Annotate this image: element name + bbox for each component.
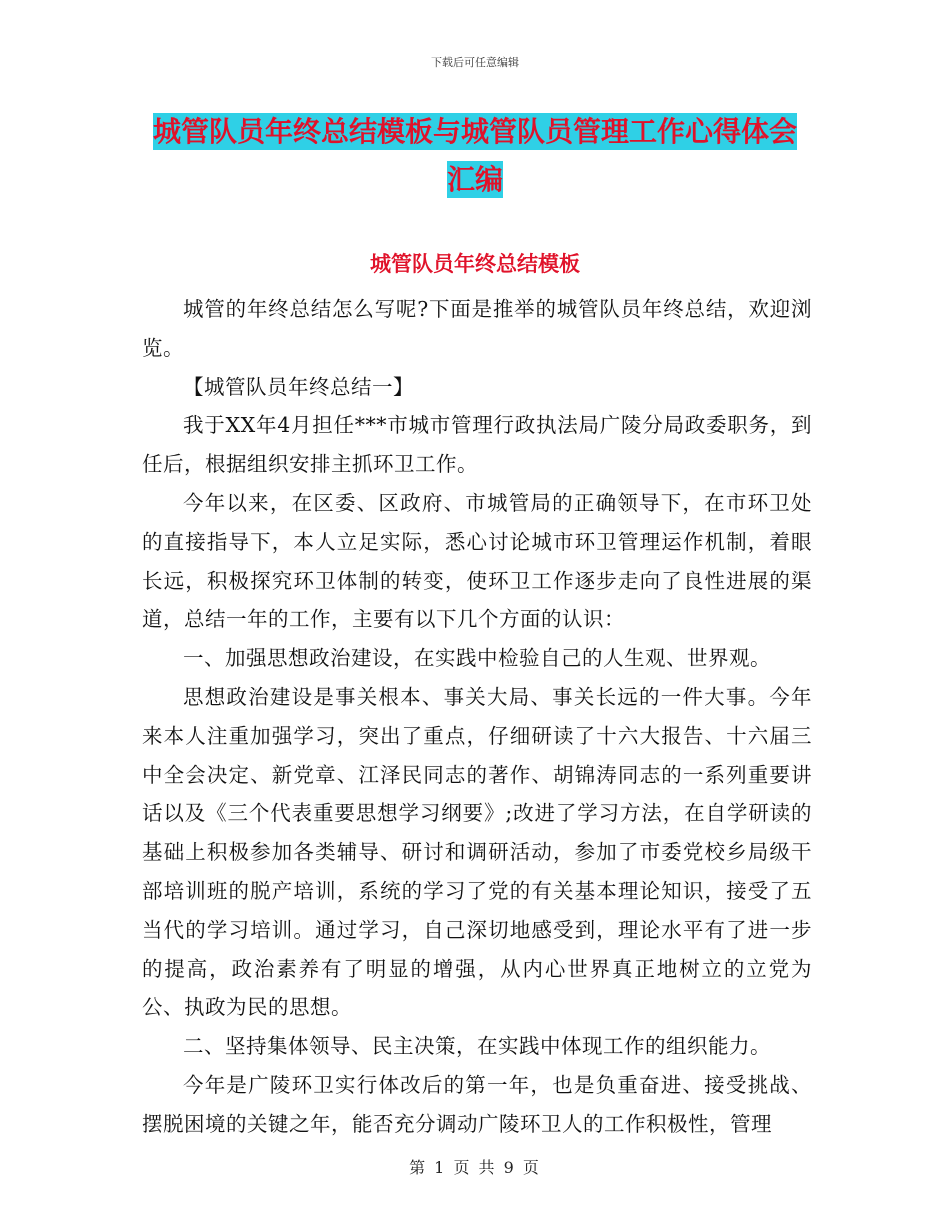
paragraph-heading-summary-one: 【城管队员年终总结一】 [183,374,414,399]
paragraph: 今年是广陵环卫实行体改后的第一年，也是负重奋进、接受挑战、摆脱困境的关键之年，能否充分调动广陵环卫人的工作积极性，管理 [142,1072,812,1136]
document-title-text: 城管队员年终总结模板与城管队员管理工作心得体会汇编 [152,115,797,196]
section-title: 城管队员年终总结模板 [370,252,580,276]
paragraph: 思想政治建设是事关根本、事关大局、事关长远的一件大事。今年来本人注重加强学习，突出了重点，仔细研读了十六大报告、十六届三中全会决定、新党章、江泽民同志的著作、胡锦涛同志的一系列重要讲话以及《三个代表重要思想学习纲要》;改进了学习方法，在自学研读的基础上积极参加各类辅导、研讨和调研活动，参加了市委党校乡局级干部培训班的脱产培训，系统的学习了党的有关基本理论知识，接受了五当代的学习培训。通过学习，自己深切地感受到，理论水平有了进一步的提高，政治素养有了明显的增强，从内心世界真正地树立的立党为公、执政为民的思想。 [142,684,812,1020]
paragraph: 我于XX年4月担任***市城市管理行政执法局广陵分局政委职务，到任后，根据组织安排主抓环卫工作。 [142,413,812,477]
paragraph-intro: 城管的年终总结怎么写呢?下面是推举的城管队员年终总结，欢迎浏览。 [142,297,812,360]
paragraph: 今年以来，在区委、区政府、市城管局的正确领导下，在市环卫处的直接指导下，本人立足实际，悉心讨论城市环卫管理运作机制，着眼长远，积极探究环卫体制的转变，使环卫工作逐步走向了良性进展的渠道，总结一年的工作，主要有以下几个方面的认识： [142,490,812,632]
page-number: 第 1 页 共 9 页 [409,1158,541,1177]
paragraph-point-one: 一、加强思想政治建设，在实践中检验自己的人生观、世界观。 [183,646,771,671]
document-body [142,290,812,1144]
paragraph-point-two: 二、坚持集体领导、民主决策，在实践中体现工作的组织能力。 [183,1034,771,1059]
header-note: 下载后可任意编辑 [431,56,519,69]
document-title [140,108,810,204]
